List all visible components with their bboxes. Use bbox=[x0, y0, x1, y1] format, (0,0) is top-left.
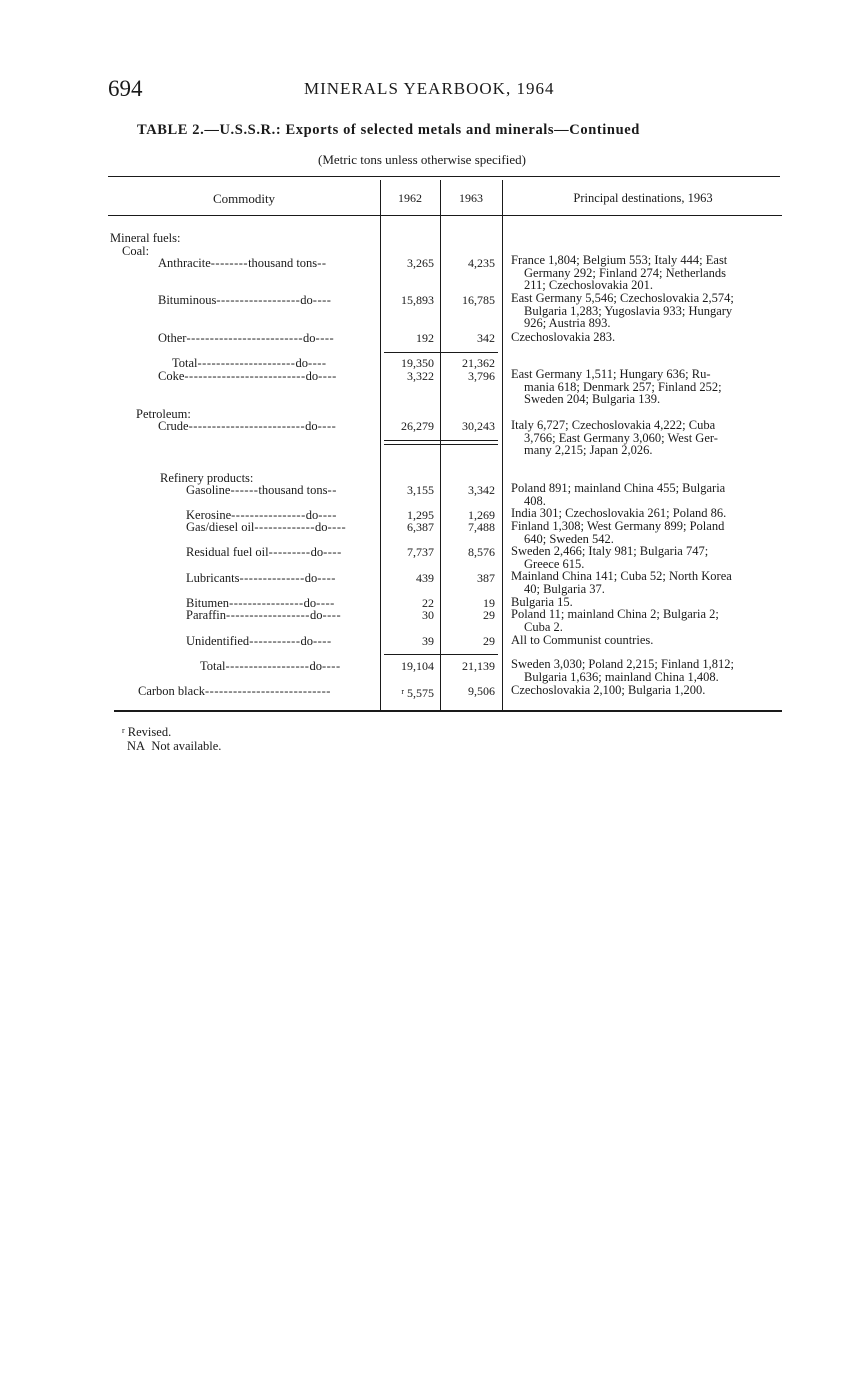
column-divider-1 bbox=[380, 180, 381, 710]
table-subtitle: (Metric tons unless otherwise specified) bbox=[318, 152, 526, 167]
value-1963-residual-fuel-oil: 8,576 bbox=[468, 545, 495, 559]
value-1962-paraffin: 30 bbox=[422, 608, 434, 622]
section-double-rule-a bbox=[384, 440, 498, 441]
value-1963-lubricants: 387 bbox=[477, 571, 495, 585]
destinations-residual-fuel-oil: Sweden 2,466; Italy 981; Bulgaria 747; Greece 615. bbox=[511, 544, 709, 571]
section-label-refinery-products: Refinery products: bbox=[160, 471, 254, 485]
running-head: MINERALS YEARBOOK, 1964 bbox=[304, 79, 555, 98]
destinations-gas-diesel-oil: Finland 1,308; West Germany 899; Poland 640; Sweden 542. bbox=[511, 519, 725, 546]
destinations-other: Czechoslovakia 283. bbox=[511, 330, 616, 344]
value-1963-gas-diesel-oil: 7,488 bbox=[468, 520, 495, 534]
column-header-1963: 1963 bbox=[459, 191, 483, 205]
value-1963-bituminous: 16,785 bbox=[462, 293, 495, 307]
value-1963-anthracite: 4,235 bbox=[468, 256, 495, 270]
subtotal-rule-refinery bbox=[384, 654, 498, 655]
destinations-unidentified: All to Communist countries. bbox=[511, 633, 654, 647]
value-1962-unidentified: 39 bbox=[422, 634, 434, 648]
row-label-anthracite: Anthracite--------thousand tons-- bbox=[158, 256, 327, 270]
value-1963-coal-total: 21,362 bbox=[462, 356, 495, 370]
row-label-crude: Crude-------------------------do---- bbox=[158, 419, 337, 433]
row-label-refinery-total: Total------------------do---- bbox=[200, 659, 341, 673]
column-divider-2 bbox=[440, 180, 441, 710]
destinations-bituminous: East Germany 5,546; Czechoslovakia 2,574; Bulgaria 1,283; Yugoslavia 933; Hungary 926; Austria 893. bbox=[511, 291, 734, 331]
value-1962-coal-total: 19,350 bbox=[401, 356, 434, 370]
value-1962-coke: 3,322 bbox=[407, 369, 434, 383]
value-1962-bituminous: 15,893 bbox=[401, 293, 434, 307]
section-label-petroleum: Petroleum: bbox=[136, 407, 191, 421]
value-1962-residual-fuel-oil: 7,737 bbox=[407, 545, 434, 559]
row-label-bitumen: Bitumen----------------do---- bbox=[186, 596, 335, 610]
destinations-refinery-total: Sweden 3,030; Poland 2,215; Finland 1,812; Bulgaria 1,636; mainland China 1,408. bbox=[511, 657, 734, 684]
header-bottom-rule bbox=[108, 215, 782, 216]
destinations-paraffin: Poland 11; mainland China 2; Bulgaria 2; Cuba 2. bbox=[511, 607, 719, 634]
row-label-coke: Coke--------------------------do---- bbox=[158, 369, 337, 383]
row-label-lubricants: Lubricants--------------do---- bbox=[186, 571, 336, 585]
value-1962-refinery-total: 19,104 bbox=[401, 659, 434, 673]
value-1963-refinery-total: 21,139 bbox=[462, 659, 495, 673]
destinations-lubricants: Mainland China 141; Cuba 52; North Korea 40; Bulgaria 37. bbox=[511, 569, 732, 596]
row-label-unidentified: Unidentified-----------do---- bbox=[186, 634, 332, 648]
value-1962-kerosine: 1,295 bbox=[407, 508, 434, 522]
value-1963-paraffin: 29 bbox=[483, 608, 495, 622]
row-label-kerosine: Kerosine----------------do---- bbox=[186, 508, 337, 522]
section-double-rule-b bbox=[384, 444, 498, 445]
value-1963-carbon-black: 9,506 bbox=[468, 684, 495, 698]
value-1963-other: 342 bbox=[477, 331, 495, 345]
row-label-gasoline: Gasoline------thousand tons-- bbox=[186, 483, 337, 497]
table-title: TABLE 2.—U.S.S.R.: Exports of selected metals and minerals—Continued bbox=[137, 122, 640, 138]
destinations-bitumen: Bulgaria 15. bbox=[511, 595, 573, 609]
value-1962-bitumen: 22 bbox=[422, 596, 434, 610]
value-1962-lubricants: 439 bbox=[416, 571, 434, 585]
value-1963-unidentified: 29 bbox=[483, 634, 495, 648]
value-1962-anthracite: 3,265 bbox=[407, 256, 434, 270]
column-divider-3 bbox=[502, 180, 503, 710]
row-label-other: Other-------------------------do---- bbox=[158, 331, 335, 345]
row-label-gas-diesel-oil: Gas/diesel oil-------------do---- bbox=[186, 520, 347, 534]
column-header-1962: 1962 bbox=[398, 191, 422, 205]
value-1962-other: 192 bbox=[416, 331, 434, 345]
destinations-carbon-black: Czechoslovakia 2,100; Bulgaria 1,200. bbox=[511, 683, 706, 697]
destinations-kerosine: India 301; Czechoslovakia 261; Poland 86. bbox=[511, 506, 727, 520]
value-1963-kerosine: 1,269 bbox=[468, 508, 495, 522]
footnote-not-available: NA Not available. bbox=[127, 739, 222, 753]
value-1963-bitumen: 19 bbox=[483, 596, 495, 610]
table-top-rule bbox=[108, 176, 780, 177]
row-label-residual-fuel-oil: Residual fuel oil---------do---- bbox=[186, 545, 342, 559]
value-1962-carbon-black: $^r$ 5,575 bbox=[401, 686, 434, 700]
value-1963-coke: 3,796 bbox=[468, 369, 495, 383]
destinations-crude: Italy 6,727; Czechoslovakia 4,222; Cuba 3,766; East Germany 3,060; West Ger- many 2,215; Japan 2,026. bbox=[511, 418, 718, 458]
destinations-gasoline: Poland 891; mainland China 455; Bulgaria 408. bbox=[511, 481, 726, 508]
page-number: 694 bbox=[108, 76, 143, 101]
destinations-anthracite: France 1,804; Belgium 553; Italy 444; East Germany 292; Finland 274; Netherlands 211; Czechoslovakia 201. bbox=[511, 253, 728, 293]
footnotes bbox=[122, 724, 221, 753]
row-label-bituminous: Bituminous------------------do---- bbox=[158, 293, 332, 307]
value-1963-crude: 30,243 bbox=[462, 419, 495, 433]
footnote-revised: $^r$ Revised. bbox=[122, 725, 172, 739]
subtotal-rule-coal bbox=[384, 352, 498, 353]
column-header-destinations: Principal destinations, 1963 bbox=[573, 191, 713, 205]
row-label-paraffin: Paraffin------------------do---- bbox=[186, 608, 342, 622]
value-1962-gas-diesel-oil: 6,387 bbox=[407, 520, 434, 534]
section-label-mineral-fuels: Mineral fuels: bbox=[110, 231, 181, 245]
row-label-carbon-black: Carbon black--------------------------- bbox=[138, 684, 331, 698]
destinations-coke: East Germany 1,511; Hungary 636; Ru- mania 618; Denmark 257; Finland 252; Sweden 204; Bulgaria 139. bbox=[511, 367, 722, 407]
table-bottom-rule bbox=[114, 710, 782, 712]
value-1962-gasoline: 3,155 bbox=[407, 483, 434, 497]
value-1962-crude: 26,279 bbox=[401, 419, 434, 433]
value-1963-gasoline: 3,342 bbox=[468, 483, 495, 497]
column-header-commodity: Commodity bbox=[212, 191, 276, 206]
row-label-coal-total: Total---------------------do---- bbox=[172, 356, 327, 370]
section-label-coal: Coal: bbox=[122, 244, 150, 258]
revised-mark: r bbox=[401, 687, 404, 696]
